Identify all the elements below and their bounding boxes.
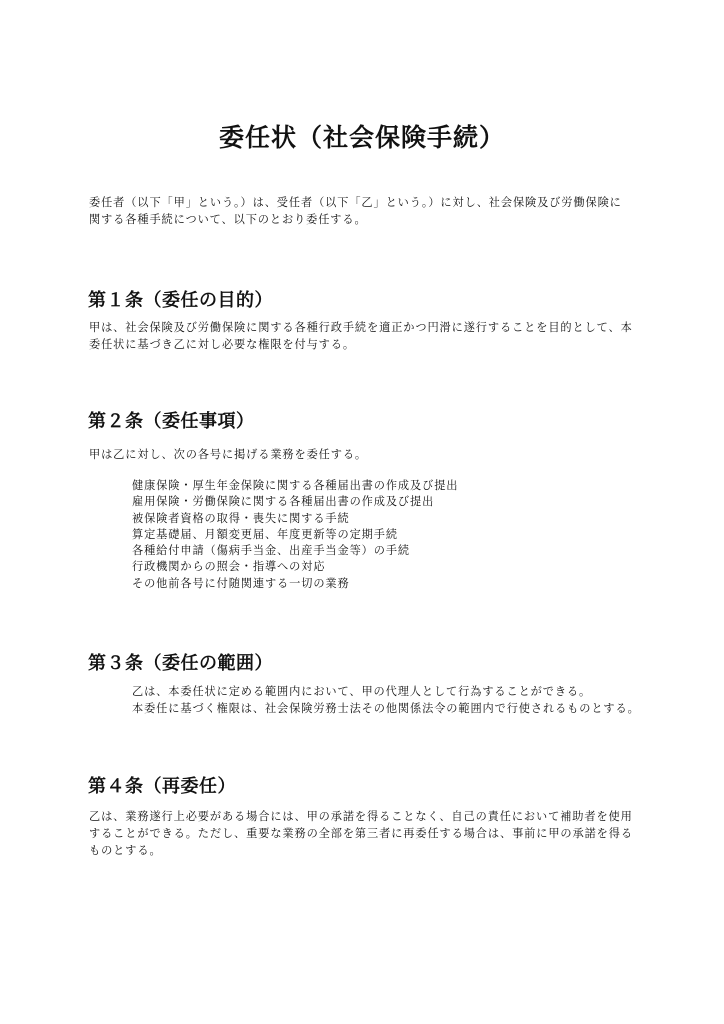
intro-line: 関する各種手続について、以下のとおり委任する。 — [89, 213, 367, 226]
list-item: 被保険者資格の取得・喪失に関する手続 — [132, 511, 350, 525]
article-2-heading: 第２条（委任事項） — [88, 411, 255, 432]
article-3-heading: 第３条（委任の範囲） — [88, 653, 273, 674]
body-line: 委任状に基づき乙に対し必要な権限を付与する。 — [89, 338, 355, 351]
list-item: その他前各号に付随関連する一切の業務 — [132, 576, 350, 590]
body-line: ものとする。 — [89, 844, 162, 857]
intro-line: 委任者（以下「甲」という。）は、受任者（以下「乙」という。）に対し、社会保険及び労働保険に — [89, 196, 622, 209]
document-title: 委任状（社会保険手続） — [218, 123, 505, 152]
article-3-body — [132, 683, 640, 717]
article-2-body — [89, 446, 367, 463]
list-item: 雇用保険・労働保険に関する各種届出書の作成及び提出 — [132, 495, 435, 509]
body-line: することができる。ただし、重要な業務の全部を第三者に再委任する場合は、事前に甲の承諾を得る — [89, 827, 633, 840]
body-line: 甲は乙に対し、次の各号に掲げる業務を委任する。 — [89, 448, 368, 461]
article-1-heading: 第１条（委任の目的） — [88, 290, 273, 311]
list-item: 行政機関からの照会・指導への対応 — [132, 560, 326, 574]
body-line: 本委任に基づく権限は、社会保険労務士法その他関係法令の範囲内で行使されるものとする。 — [132, 702, 640, 715]
article-2-items — [132, 478, 458, 592]
body-line: 乙は、業務遂行上必要がある場合には、甲の承諾を得ることなく、自己の責任において補助者を使用 — [89, 810, 633, 823]
list-item: 各種給付申請（傷病手当金、出産手当金等）の手続 — [132, 544, 411, 558]
body-line: 甲は、社会保険及び労働保険に関する各種行政手続を適正かつ円滑に遂行することを目的として、本 — [89, 321, 633, 334]
article-4-body — [89, 808, 633, 859]
list-item: 算定基礎届、月額変更届、年度更新等の定期手続 — [132, 527, 398, 541]
intro-paragraph — [89, 194, 622, 228]
body-line: 乙は、本委任状に定める範囲内において、甲の代理人として行為することができる。 — [132, 685, 592, 698]
article-1-body — [89, 319, 633, 353]
list-item: 健康保険・厚生年金保険に関する各種届出書の作成及び提出 — [132, 479, 459, 492]
article-4-heading: 第４条（再委任） — [88, 776, 236, 797]
